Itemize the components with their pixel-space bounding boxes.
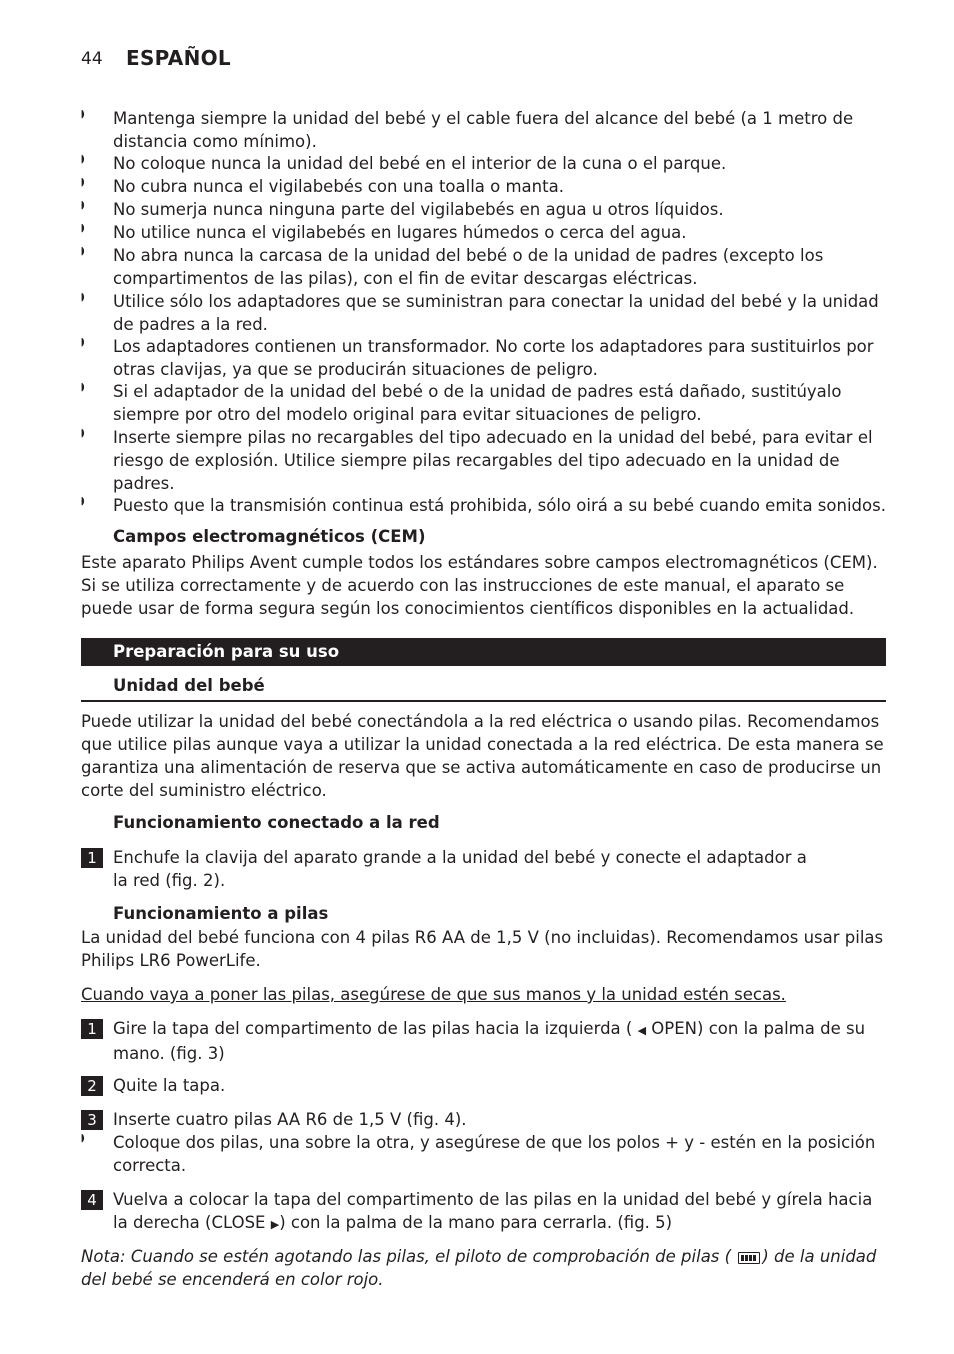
step-text-part: Vuelva a colocar la tapa del compartimento de las pilas en la unidad del bebé y gírela hacia la derecha (CLOSE xyxy=(113,1190,873,1232)
step-text: Enchufe la clavija del aparato grande a la unidad del bebé y conecte el adaptador a la red (fig. 2). xyxy=(113,848,807,890)
step-text-part: ) con la palma de la mano para cerrarla. (fig. 5) xyxy=(279,1213,673,1232)
list-item-text: Inserte siempre pilas no recargables del tipo adecuado en la unidad del bebé, para evitar el riesgo de explosión. Utilice siempre pilas recargables del tipo adecuado en la unidad de padres. xyxy=(113,428,873,493)
mains-heading: Funcionamiento conectado a la red xyxy=(113,813,440,832)
list-item-text: Si el adaptador de la unidad del bebé o de la unidad de padres está dañado, sustitúyalo siempre por otro del modelo original para evitar situaciones de peligro. xyxy=(113,382,842,424)
bullet-icon: ◗ xyxy=(81,1131,85,1144)
list-item-text: Coloque dos pilas, una sobre la otra, y asegúrese de que los polos + y - estén en la posición correcta. xyxy=(113,1133,876,1175)
page-number: 44 xyxy=(81,49,103,69)
arrow-left-icon: ◀ xyxy=(637,1024,647,1037)
bullet-icon: ◗ xyxy=(81,494,85,507)
step-number: 2 xyxy=(81,1076,103,1096)
step-text-part: OPEN) con la palma de su mano. (fig. 3) xyxy=(113,1019,866,1063)
heading-divider xyxy=(81,700,886,702)
bullet-icon: ◗ xyxy=(81,244,85,257)
bullet-icon: ◗ xyxy=(81,107,85,120)
bullet-icon: ◗ xyxy=(81,380,85,393)
list-item-text: No utilice nunca el vigilabebés en lugares húmedos o cerca del agua. xyxy=(113,223,687,242)
list-item-text: No sumerja nunca ninguna parte del vigilabebés en agua u otros líquidos. xyxy=(113,200,724,219)
step-number: 1 xyxy=(81,848,103,868)
cem-paragraph: Este aparato Philips Avent cumple todos los estándares sobre campos electromagnéticos (CEM). Si se utiliza correctamente y de acuerdo con las instrucciones de este manual, el aparato se puede usar de forma segura según los conocimientos científicos disponibles en la actualidad. xyxy=(81,553,878,618)
list-item-text: No abra nunca la carcasa de la unidad del bebé o de la unidad de padres (excepto los compartimentos de las pilas), con el fin de evitar descargas eléctricas. xyxy=(113,246,824,288)
bullet-icon: ◗ xyxy=(81,198,85,211)
list-item-text: Utilice sólo los adaptadores que se suministran para conectar la unidad del bebé y la unidad de padres a la red. xyxy=(113,292,879,334)
section-header xyxy=(81,638,886,666)
step-text xyxy=(113,1017,887,1065)
batteries-heading: Funcionamiento a pilas xyxy=(113,904,329,923)
list-item-text: No cubra nunca el vigilabebés con una toalla o manta. xyxy=(113,177,564,196)
bullet-icon: ◗ xyxy=(81,290,85,303)
bullet-icon: ◗ xyxy=(81,426,85,439)
bullet-icon: ◗ xyxy=(81,221,85,234)
page-language-heading: ESPAÑOL xyxy=(126,46,231,70)
list-item-text: No coloque nunca la unidad del bebé en el interior de la cuna o el parque. xyxy=(113,154,727,173)
list-item-text: Puesto que la transmisión continua está prohibida, sólo oirá a su bebé cuando emita sonidos. xyxy=(113,496,886,515)
arrow-right-icon: ▶ xyxy=(270,1218,280,1231)
bullet-icon: ◗ xyxy=(81,335,85,348)
baby-unit-paragraph: Puede utilizar la unidad del bebé conectándola a la red eléctrica o usando pilas. Recomendamos que utilice pilas aunque vaya a utilizar la unidad conectada a la red eléctrica. De esta manera se garantiza una alimentación de reserva que se activa automáticamente en caso de producirse un corte del suministro eléctrico. xyxy=(81,712,884,800)
step-text xyxy=(113,1188,887,1236)
step-number: 3 xyxy=(81,1110,103,1130)
step-text-part: Gire la tapa del compartimento de las pilas hacia la izquierda ( xyxy=(113,1019,638,1038)
battery-icon xyxy=(738,1252,760,1264)
list-item-text: Mantenga siempre la unidad del bebé y el cable fuera del alcance del bebé (a 1 metro de distancia como mínimo). xyxy=(113,109,854,151)
bullet-icon: ◗ xyxy=(81,175,85,188)
section-title: Preparación para su uso xyxy=(113,642,340,661)
note-text: Nota: Cuando se estén agotando las pilas, el piloto de comprobación de pilas ( xyxy=(81,1247,737,1266)
batteries-warning: Cuando vaya a poner las pilas, asegúrese de que sus manos y la unidad estén secas. xyxy=(81,985,786,1004)
note-text: ) de la unidad del bebé se encenderá en color rojo. xyxy=(81,1247,877,1289)
cem-heading: Campos electromagnéticos (CEM) xyxy=(113,527,426,546)
baby-unit-heading: Unidad del bebé xyxy=(113,676,265,695)
step-text: Inserte cuatro pilas AA R6 de 1,5 V (fig. 4). xyxy=(113,1110,467,1129)
note-paragraph xyxy=(81,1245,887,1291)
list-item-text: Los adaptadores contienen un transformador. No corte los adaptadores para sustituirlos por otras clavijas, ya que se producirán situaciones de peligro. xyxy=(113,337,874,379)
step-number: 4 xyxy=(81,1190,103,1210)
step-text: Quite la tapa. xyxy=(113,1076,226,1095)
batteries-paragraph: La unidad del bebé funciona con 4 pilas R6 AA de 1,5 V (no incluidas). Recomendamos usar pilas Philips LR6 PowerLife. xyxy=(81,928,884,970)
bullet-icon: ◗ xyxy=(81,152,85,165)
step-number: 1 xyxy=(81,1019,103,1039)
